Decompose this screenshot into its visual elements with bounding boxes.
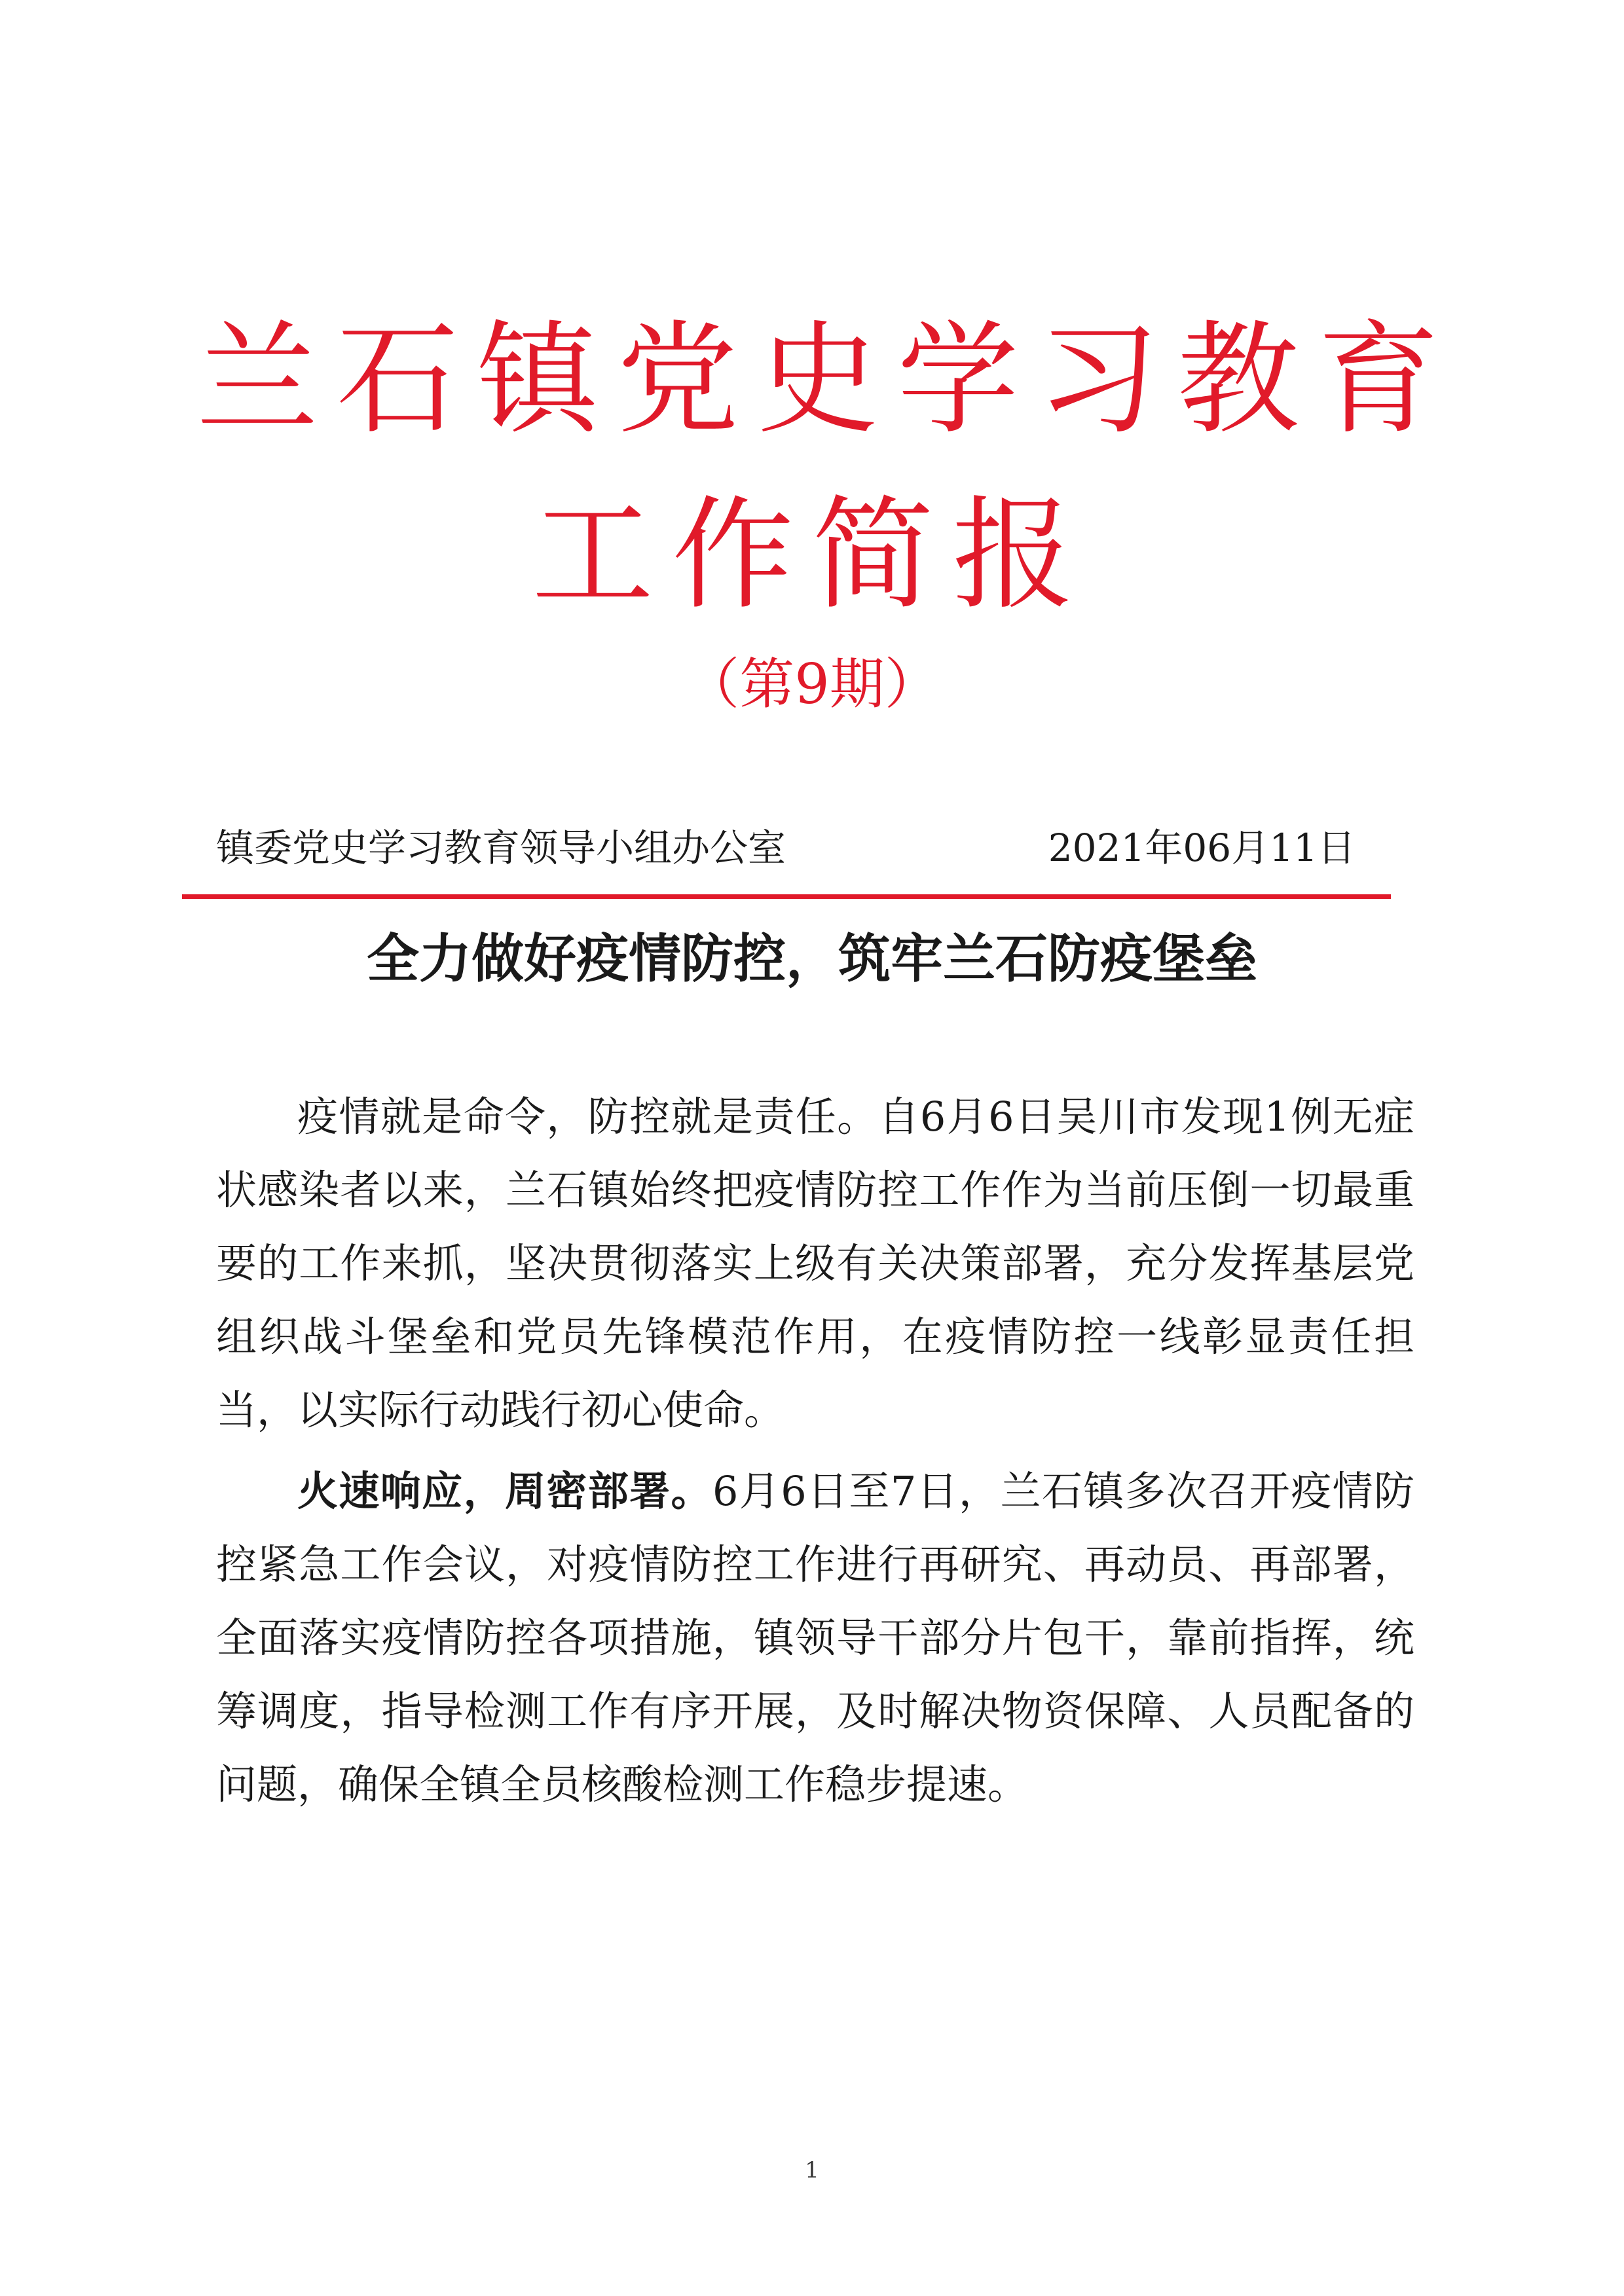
paragraph-lead-heading: 火速响应，周密部署。: [297, 1467, 712, 1515]
paragraph-intro: 疫情就是命令，防控就是责任。自6月6日吴川市发现1例无症状感染者以来，兰石镇始终把疫情防控工作作为当前压倒一切最重要的工作来抓，坚决贯彻落实上级有关决策部署，充分发挥基层党组织战斗堡垒和党员先锋模范作用，在疫情防控一线彰显责任担当，以实际行动践行初心使命。: [216, 1093, 1414, 1434]
masthead-title-line2: 工作简报: [531, 484, 1092, 626]
article-title: 全力做好疫情防控，筑牢兰石防疫堡垒: [367, 928, 1257, 989]
article-body: [216, 1080, 1414, 1829]
issue-date: 2021年06月11日: [1048, 826, 1356, 870]
paragraph-response-body: 6月6日至7日，兰石镇多次召开疫情防控紧急工作会议，对疫情防控工作进行再研究、再动员、再部署，全面落实疫情防控各项措施，镇领导干部分片包干，靠前指挥，统筹调度，指导检测工作有序开展，及时解决物资保障、人员配备的问题，确保全镇全员核酸检测工作稳步提速。: [216, 1467, 1414, 1808]
masthead-title-line1: 兰石镇党史学习教育: [196, 308, 1458, 450]
paragraph-response: [216, 1455, 1414, 1821]
issuing-office: 镇委党史学习教育领导小组办公室: [216, 826, 786, 870]
issue-number: （第9期）: [684, 652, 940, 716]
red-divider-line: [182, 894, 1391, 899]
page-number: 1: [805, 2157, 819, 2183]
